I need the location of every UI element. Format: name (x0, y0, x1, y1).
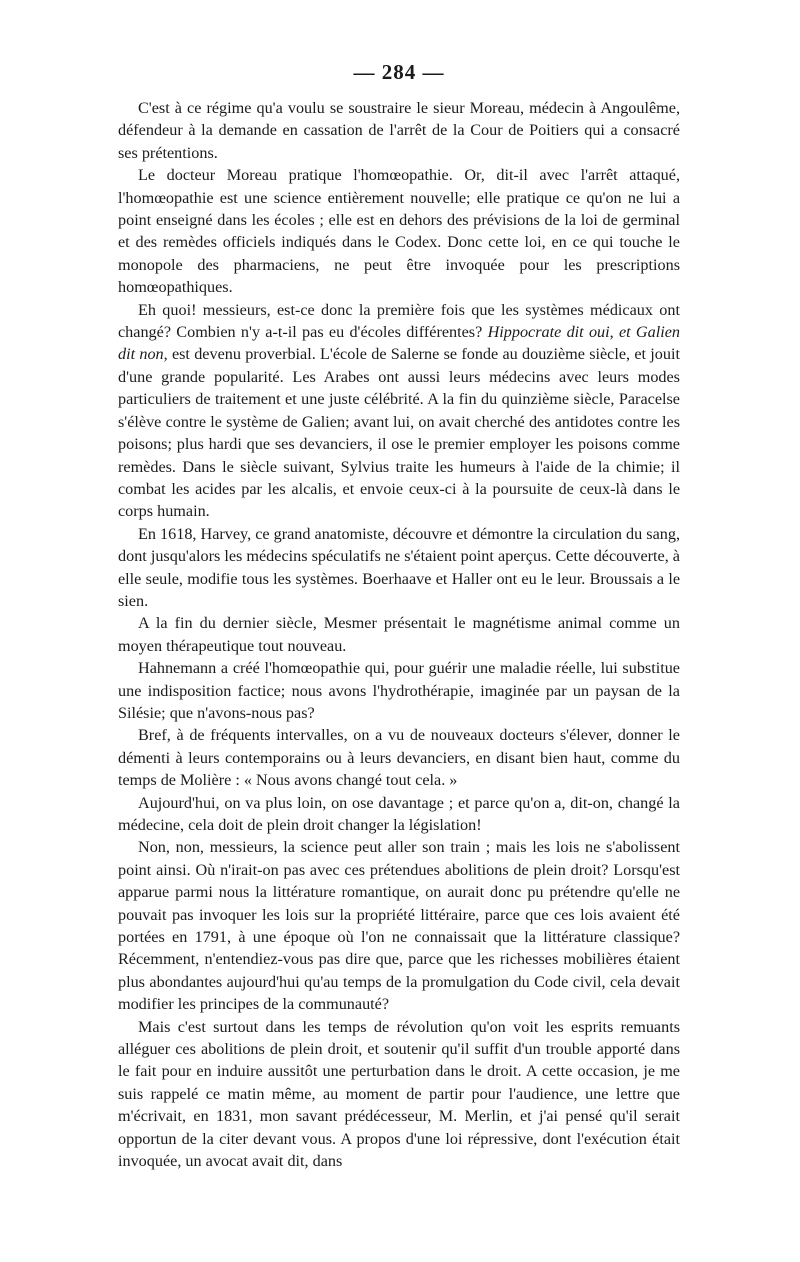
paragraph-moliere: Bref, à de fréquents intervalles, on a vu de nouveaux docteurs s'élever, donner le démenti à leurs contemporains ou à leurs devanciers, en disant bien haut, comme du temps de Molière : « Nous avons changé tout cela. » (118, 726, 680, 790)
paragraph-abolitions: Non, non, messieurs, la science peut aller son train ; mais les lois ne s'abolissent point ainsi. Où n'irait-on pas avec ces prétendues abolitions de plein droit? Lorsqu'est apparue parmi nous la littérature romantique, on aurait donc pu prétendre qu'elle ne pouvait pas invoquer les lois sur la propriété littéraire, parce que ces lois avaient été portées en 1791, à une époque où l'on ne connaissait que la littérature classique? Récemment, n'entendiez-vous pas dire que, parce que les richesses mobilières étaient plus abondantes aujourd'hui qu'au temps de la promulgation du Code civil, cela devait modifier les principes de la communauté? (118, 838, 680, 1014)
italic-quote: Hippocrate dit oui, et Galien dit non, (118, 323, 680, 364)
paragraph-revolution: Mais c'est surtout dans les temps de révolution qu'on voit les esprits remuants alléguer ces abolitions de plein droit, et soutenir qu'il suffit d'un trouble apporté dans le fait pour en induire aussitôt une perturbation dans le droit. A cette occasion, je me suis rappelé ce matin même, au moment de partir pour l'audience, une lettre que m'écrivait, en 1831, mon savant prédécesseur, M. Merlin, et j'ai pensé qu'il serait opportun de la citer devant vous. A propos d'une loi répressive, dont l'exécution était invoquée, un avocat avait dit, dans (118, 1017, 680, 1171)
paragraph-text: Eh quoi! messieurs, est-ce donc la première fois que les systèmes médicaux ont changé? Combien n'y a-t-il pas eu d'écoles différentes? (118, 300, 680, 342)
paragraph-medical-systems (118, 299, 680, 523)
paragraph-legislation: Aujourd'hui, on va plus loin, on ose davantage ; et parce qu'on a, dit-on, changé la médecine, cela doit de plein droit changer la législation! (118, 793, 680, 834)
paragraph-mesmer: A la fin du dernier siècle, Mesmer présentait le magnétisme animal comme un moyen thérapeutique tout nouveau. (118, 614, 680, 655)
paragraph-text: est devenu proverbial. L'école de Salerne se fonde au douzième siècle, et jouit d'une grande popularité. Les Arabes ont aussi leurs médecins avec leurs modes particuliers de traitement et une juste célébrité. A la fin du quinzième siècle, Paracelse s'élève contre le système de Galien; avant lui, on avait cherché des antidotes contre les poisons; plus hardi que ses devanciers, il ose le premier employer les poisons comme remèdes. Dans le siècle suivant, Sylvius traite les humeurs à l'aide de la chimie; il combat les acides par les alcalis, et envoie ceux-ci à la poursuite de ceux-là dans le corps humain. (118, 345, 680, 521)
paragraph-moreau-intro: C'est à ce régime qu'a voulu se soustraire le sieur Moreau, médecin à Angoulême, défendeur à la demande en cassation de l'arrêt de la Cour de Poitiers qui a consacré ses prétentions. (118, 99, 680, 162)
paragraph-harvey: En 1618, Harvey, ce grand anatomiste, découvre et démontre la circulation du sang, dont jusqu'alors les médecins spéculatifs ne s'étaient point aperçus. Cette découverte, à elle seule, modifie tous les systèmes. Boerhaave et Haller ont eu le leur. Broussais a le sien. (118, 524, 680, 610)
book-page (118, 58, 680, 1173)
paragraph-homeopathy-claim: Le docteur Moreau pratique l'homœopathie. Or, dit-il avec l'arrêt attaqué, l'homœopathie est une science entièrement nouvelle; elle pratique ce qu'on ne lui a point enseigné dans les écoles ; elle est en dehors des prévisions de la loi de germinal et des remèdes officiels indiqués dans le Codex. Donc cette loi, en ce qui touche le monopole des pharmaciens, ne peut être invoquée pour les prescriptions homœopathiques. (118, 166, 680, 297)
paragraph-hahnemann: Hahnemann a créé l'homœopathie qui, pour guérir une maladie réelle, lui substitue une indisposition factice; nous avons l'hydrothérapie, imaginée par un paysan de la Silésie; que n'avons-nous pas? (118, 659, 680, 722)
page-number: — 284 — (353, 60, 445, 84)
